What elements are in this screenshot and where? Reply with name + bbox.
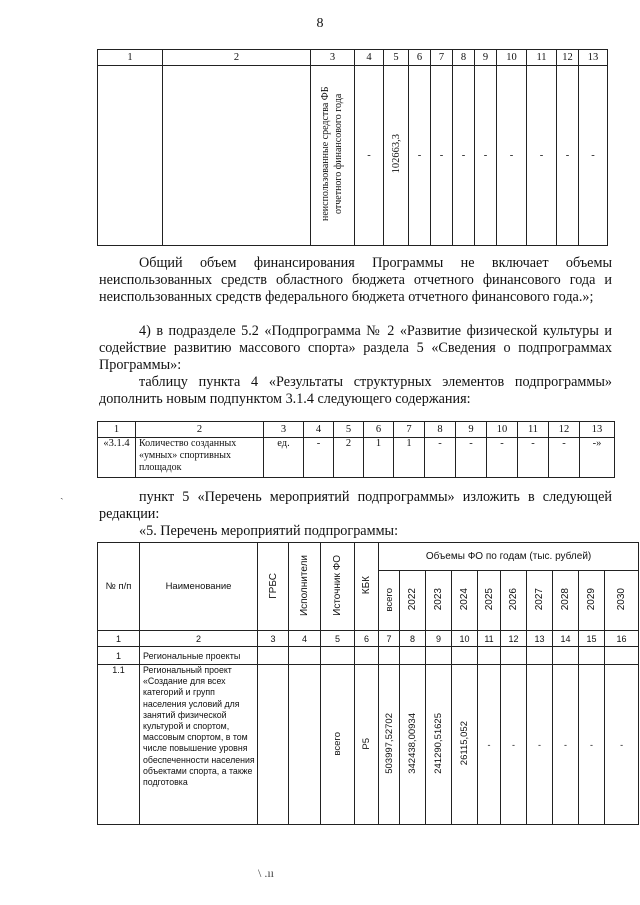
- table-row: [98, 647, 639, 665]
- cell-value: -: [579, 665, 605, 825]
- col-number: 14: [553, 631, 579, 647]
- col-number: 10: [452, 631, 478, 647]
- cell-value: -: [497, 66, 527, 246]
- row-number: 1: [98, 647, 140, 665]
- col-year: 2030: [605, 571, 639, 631]
- col-number: 9: [426, 631, 452, 647]
- col-source-header: Источник ФО: [321, 543, 355, 631]
- col-number: 13: [580, 422, 615, 438]
- row-name: Региональный проект «Создание для всех категорий и групп населения условий для занятий физической культурой и спортом, массовым спортом, в том числе повышение уровня обеспеченности населения объектами спорта, а также подготовка: [140, 665, 258, 825]
- cell-value: -: [527, 665, 553, 825]
- col-number: 13: [527, 631, 553, 647]
- col-number: 4: [355, 50, 384, 66]
- col-number: 12: [557, 50, 579, 66]
- col-number: 6: [409, 50, 431, 66]
- table-numbers-row: [98, 631, 639, 647]
- col-number: 1: [98, 631, 140, 647]
- col-number: 6: [355, 631, 379, 647]
- col-number: 7: [394, 422, 425, 438]
- paragraph-item-5: пункт 5 «Перечень мероприятий подпрограммы» изложить в следующей редакции:: [99, 489, 612, 522]
- cell-value: -: [355, 66, 384, 246]
- col-number: 8: [453, 50, 475, 66]
- col-number: 11: [518, 422, 549, 438]
- col-year: 2024: [452, 571, 478, 631]
- col-number: 15: [579, 631, 605, 647]
- col-year: 2023: [426, 571, 452, 631]
- col-executors-header: Исполнители: [289, 543, 321, 631]
- col-number: 5: [384, 50, 409, 66]
- col-number: 1: [98, 50, 163, 66]
- cell-value: -: [518, 438, 549, 478]
- paragraph-subsection-5-2: 4) в подразделе 5.2 «Подпрограмма № 2 «Развитие физической культуры и содействие развитию массового спорта» раздела 5 «Сведения о подпрограммах Программы»:: [99, 323, 612, 373]
- cell-value: -: [527, 66, 557, 246]
- col-number: 1: [98, 422, 136, 438]
- col-number: 3: [264, 422, 304, 438]
- cell-value: 342438,00934: [400, 665, 426, 825]
- col-kbk-header: КБК: [355, 543, 379, 631]
- col-year: 2029: [579, 571, 605, 631]
- table-header-row: [98, 422, 615, 438]
- table-header-row: [98, 50, 608, 66]
- col-number: 5: [334, 422, 364, 438]
- col-year: 2025: [478, 571, 501, 631]
- cell-value: 503997,52702: [379, 665, 400, 825]
- col-number: 9: [456, 422, 487, 438]
- cell-value: «3.1.4: [98, 438, 136, 478]
- col-number: 11: [478, 631, 501, 647]
- col-number: 3: [258, 631, 289, 647]
- paragraph-table-addition: таблицу пункта 4 «Результаты структурных элементов подпрограммы» дополнить новым подпунктом 3.1.4 следующего содержания:: [99, 374, 612, 407]
- col-number: 4: [289, 631, 321, 647]
- cell-value: -: [501, 665, 527, 825]
- col-number: 11: [527, 50, 557, 66]
- cell-value: -: [304, 438, 334, 478]
- cell-value: -: [557, 66, 579, 246]
- cell-value: 26115,052: [452, 665, 478, 825]
- cell-value: -: [409, 66, 431, 246]
- col-number: 16: [605, 631, 639, 647]
- cell-value: -: [487, 438, 518, 478]
- row-source: всего: [321, 665, 355, 825]
- cell-value: 1: [364, 438, 394, 478]
- cell-value: 2: [334, 438, 364, 478]
- col-number: 3: [311, 50, 355, 66]
- cell-value: -: [453, 66, 475, 246]
- paragraph-financing-note: Общий объем финансирования Программы не включает объемы неиспользованных средств областного бюджета отчетного финансового года и неиспользованных средств федерального бюджета отчетного финансового года.»;: [99, 255, 612, 305]
- row-number: 1.1: [98, 665, 140, 825]
- col-number: 8: [400, 631, 426, 647]
- col-number: 9: [475, 50, 497, 66]
- cell-value: Количество созданных «умных» спортивных площадок: [136, 438, 264, 478]
- col-year: 2028: [553, 571, 579, 631]
- table-results-addition: [97, 421, 615, 478]
- table-measures: [97, 542, 639, 825]
- col-number: 7: [431, 50, 453, 66]
- col-name-header: Наименование: [140, 543, 258, 631]
- col-number: 6: [364, 422, 394, 438]
- col-year: 2022: [400, 571, 426, 631]
- col-number: 2: [163, 50, 311, 66]
- col-year: 2026: [501, 571, 527, 631]
- col-number: 5: [321, 631, 355, 647]
- col-number: 12: [501, 631, 527, 647]
- col-num-header: № п/п: [98, 543, 140, 631]
- table-row: [98, 66, 608, 246]
- cell-value: -: [425, 438, 456, 478]
- col-number: 10: [497, 50, 527, 66]
- paragraph-list-title: «5. Перечень мероприятий подпрограммы:: [139, 523, 399, 539]
- col-year: 2027: [527, 571, 553, 631]
- col-grbs-header: ГРБС: [258, 543, 289, 631]
- col-number: 8: [425, 422, 456, 438]
- cell-value: -: [475, 66, 497, 246]
- cell-value: -: [549, 438, 580, 478]
- table-header-row: [98, 543, 639, 571]
- table-row: [98, 438, 615, 478]
- signature-mark: \ .ıı: [258, 866, 275, 880]
- cell-value: -: [456, 438, 487, 478]
- row-name: Региональные проекты: [140, 647, 258, 665]
- col-number: 12: [549, 422, 580, 438]
- cell-value: -: [431, 66, 453, 246]
- row-label: неиспользованные средства ФБ отчетного финансового года: [311, 66, 355, 246]
- cell-value: -: [579, 66, 608, 246]
- col-number: 2: [136, 422, 264, 438]
- cell-value: 102663,3: [384, 66, 409, 246]
- col-volumes-header: Объемы ФО по годам (тыс. рублей): [379, 543, 639, 571]
- cell-value: 1: [394, 438, 425, 478]
- col-number: 4: [304, 422, 334, 438]
- cell-value: -: [553, 665, 579, 825]
- margin-mark: ˏ: [60, 488, 64, 500]
- cell-value: ед.: [264, 438, 304, 478]
- col-number: 13: [579, 50, 608, 66]
- cell-value: 241290,51625: [426, 665, 452, 825]
- col-number: 2: [140, 631, 258, 647]
- col-year: всего: [379, 571, 400, 631]
- row-kbk: Р5: [355, 665, 379, 825]
- col-number: 10: [487, 422, 518, 438]
- cell-value: -: [605, 665, 639, 825]
- cell-value: -: [478, 665, 501, 825]
- col-number: 7: [379, 631, 400, 647]
- table-row: [98, 665, 639, 825]
- page-number: 8: [316, 16, 324, 31]
- cell-value: -»: [580, 438, 615, 478]
- table-funding-continuation: [97, 49, 608, 246]
